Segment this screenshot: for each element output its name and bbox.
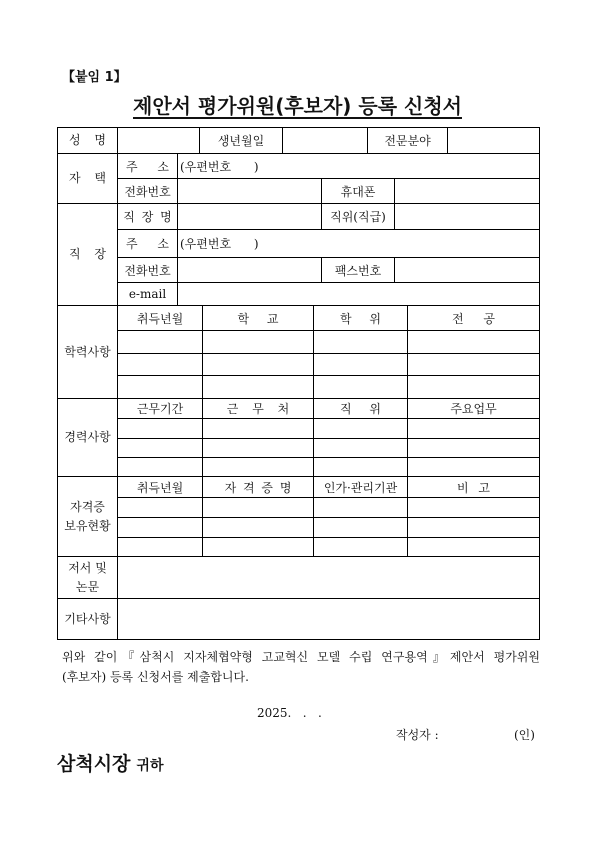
- certificate-cell[interactable]: [203, 518, 314, 537]
- company-label: 직 장 명: [118, 204, 178, 229]
- career-header-position: 직 위: [314, 399, 408, 418]
- home-phone-field[interactable]: [178, 179, 322, 203]
- specialty-field[interactable]: [448, 128, 539, 153]
- certificate-row: [118, 538, 539, 556]
- publications-label-line1: 저서 및: [68, 560, 107, 575]
- publications-label: [58, 557, 118, 598]
- career-cell[interactable]: [118, 419, 203, 438]
- certificate-cell[interactable]: [314, 498, 408, 517]
- certificate-label-line1: 자격증: [70, 499, 105, 514]
- recipient-name: 삼척시장: [57, 753, 131, 775]
- work-address-row: [118, 230, 539, 258]
- certificate-row: [118, 518, 539, 538]
- education-rows: [118, 306, 539, 398]
- company-field[interactable]: [178, 204, 322, 229]
- home-rows: [118, 154, 539, 203]
- work-label: 직 장: [58, 204, 118, 305]
- career-cell[interactable]: [314, 439, 408, 457]
- education-cell[interactable]: [118, 376, 203, 398]
- education-cell[interactable]: [203, 331, 314, 353]
- certificate-header-date: 취득년월: [118, 477, 203, 497]
- certificate-cell[interactable]: [203, 498, 314, 517]
- certificate-cell[interactable]: [314, 538, 408, 556]
- work-section: [58, 204, 539, 306]
- email-label: e-mail: [118, 283, 178, 305]
- certificate-header-row: [118, 477, 539, 498]
- certificate-header-name: 자 격 증 명: [203, 477, 314, 497]
- work-rows: [118, 204, 539, 305]
- work-email-row: [118, 283, 539, 305]
- recipient-suffix: 귀하: [136, 758, 164, 774]
- education-row: [118, 354, 539, 376]
- education-cell[interactable]: [408, 376, 539, 398]
- work-phone-label: 전화번호: [118, 258, 178, 282]
- mobile-field[interactable]: [395, 179, 539, 203]
- certificate-row: [118, 498, 539, 518]
- certificate-label-line2: 보유현황: [64, 518, 111, 533]
- publications-section: [58, 557, 539, 599]
- other-section: [58, 599, 539, 639]
- career-section: [58, 399, 539, 477]
- education-header-school: 학 교: [203, 306, 314, 330]
- work-address-label: 주 소: [118, 230, 178, 257]
- education-cell[interactable]: [118, 331, 203, 353]
- statement-line2: (후보자) 등록 신청서를 제출합니다.: [62, 670, 249, 684]
- fax-label: 팩스번호: [322, 258, 395, 282]
- career-cell[interactable]: [408, 439, 539, 457]
- statement-line1: 위와 같이『삼척시 지자체협약형 고교혁신 모델 수립 연구용역』제안서 평가위원: [62, 650, 540, 664]
- education-header-major: 전 공: [452, 311, 495, 326]
- certificate-cell[interactable]: [408, 498, 539, 517]
- education-cell[interactable]: [314, 331, 408, 353]
- career-label: 경력사항: [58, 399, 118, 476]
- career-cell[interactable]: [118, 439, 203, 457]
- career-cell[interactable]: [118, 458, 203, 476]
- career-row: [118, 419, 539, 439]
- education-cell[interactable]: [203, 354, 314, 375]
- certificate-cell[interactable]: [118, 518, 203, 537]
- basic-info-row: [58, 128, 539, 154]
- career-cell[interactable]: [203, 439, 314, 457]
- career-header-period: 근무기간: [118, 399, 203, 418]
- mobile-label: 휴대폰: [322, 179, 395, 203]
- career-header-workplace: 근 무 처: [203, 399, 314, 418]
- birth-date-field[interactable]: [283, 128, 368, 153]
- certificate-cell[interactable]: [118, 538, 203, 556]
- certificate-header-remarks: 비 고: [457, 480, 490, 495]
- work-phone-row: [118, 258, 539, 283]
- career-cell[interactable]: [408, 458, 539, 476]
- work-phone-field[interactable]: [178, 258, 322, 282]
- education-cell[interactable]: [408, 354, 539, 375]
- work-company-row: [118, 204, 539, 230]
- career-cell[interactable]: [203, 419, 314, 438]
- signer-label: 작성자 :: [396, 728, 439, 742]
- career-header-duties: 주요업무: [450, 402, 497, 416]
- career-row: [118, 439, 539, 458]
- education-header-degree: 학 위: [314, 306, 408, 330]
- certificate-cell[interactable]: [408, 538, 539, 556]
- education-cell[interactable]: [408, 331, 539, 353]
- publications-field[interactable]: [118, 557, 539, 598]
- publications-label-line2: 논문: [75, 579, 100, 594]
- form-title: 제안서 평가위원(후보자) 등록 신청서: [133, 94, 462, 118]
- certificate-header-authority: 인가·관리기관: [314, 477, 408, 497]
- name-label: 성 명: [58, 128, 118, 153]
- email-field[interactable]: [178, 283, 539, 305]
- education-cell[interactable]: [314, 376, 408, 398]
- position-field[interactable]: [395, 204, 539, 229]
- certificate-cell[interactable]: [314, 518, 408, 537]
- education-header-date: 취득년월: [118, 306, 203, 330]
- education-cell[interactable]: [118, 354, 203, 375]
- certificate-cell[interactable]: [408, 518, 539, 537]
- home-address-field[interactable]: (우편번호 ): [180, 159, 259, 174]
- home-address-row: [118, 154, 539, 179]
- home-phone-label: 전화번호: [118, 179, 178, 203]
- seal-mark: (인): [514, 728, 535, 742]
- fax-field[interactable]: [395, 258, 539, 282]
- certificate-label: [58, 477, 118, 556]
- submission-date: 2025. . .: [257, 706, 322, 720]
- career-rows: [118, 399, 539, 476]
- home-address-label: 주 소: [118, 154, 178, 178]
- specialty-label: 전문분야: [368, 128, 448, 153]
- career-cell[interactable]: [314, 458, 408, 476]
- name-field[interactable]: [118, 128, 200, 153]
- recipient-line: [57, 749, 163, 776]
- career-header-row: [118, 399, 539, 419]
- career-row: [118, 458, 539, 476]
- home-section: [58, 154, 539, 204]
- other-field[interactable]: [118, 599, 539, 639]
- home-phone-row: [118, 179, 539, 203]
- certificate-cell[interactable]: [203, 538, 314, 556]
- home-label: 자 택: [58, 154, 118, 203]
- career-cell[interactable]: [314, 419, 408, 438]
- career-cell[interactable]: [203, 458, 314, 476]
- education-cell[interactable]: [203, 376, 314, 398]
- certificate-section: [58, 477, 539, 557]
- application-form-table: [57, 127, 540, 640]
- education-cell[interactable]: [314, 354, 408, 375]
- work-address-field[interactable]: (우편번호 ): [180, 237, 259, 251]
- position-label: 직위(직급): [322, 204, 395, 229]
- other-label: 기타사항: [58, 599, 118, 639]
- education-section: [58, 306, 539, 399]
- education-label: 학력사항: [58, 306, 118, 398]
- birth-date-label: 생년월일: [200, 128, 283, 153]
- attachment-label: 【붙임 1】: [62, 70, 127, 85]
- career-cell[interactable]: [408, 419, 539, 438]
- certificate-rows: [118, 477, 539, 556]
- education-row: [118, 331, 539, 354]
- certificate-cell[interactable]: [118, 498, 203, 517]
- education-row: [118, 376, 539, 398]
- education-header-row: [118, 306, 539, 331]
